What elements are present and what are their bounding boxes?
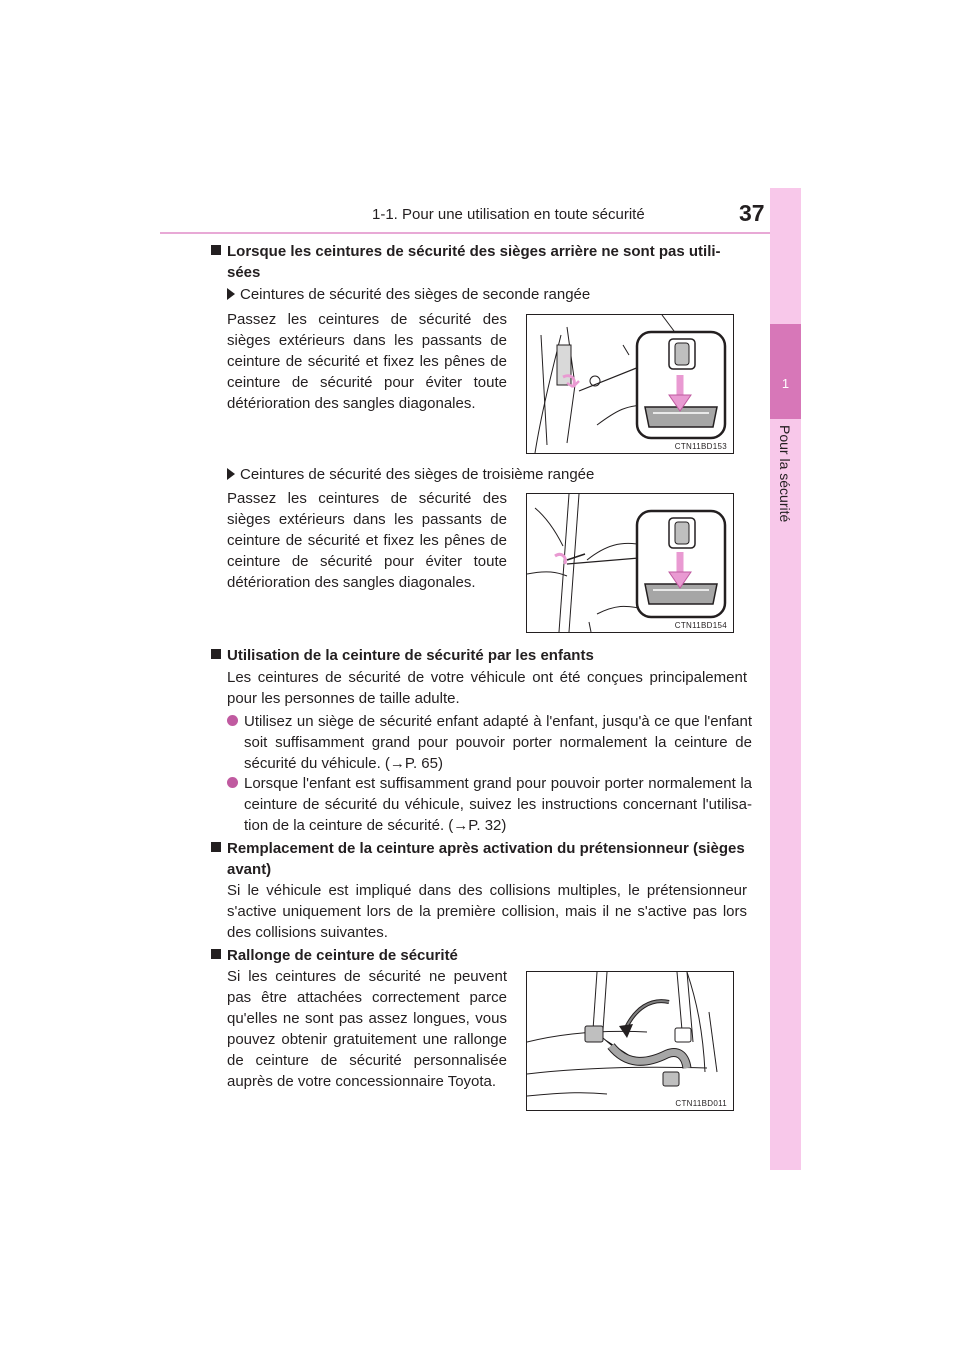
heading-text: Rallonge de ceinture de sécurité [227, 947, 458, 964]
subheading-text: Ceintures de sécurité des sièges de troisième rangée [240, 466, 595, 483]
list-item [227, 773, 752, 836]
triangle-bullet-icon [227, 468, 235, 480]
paragraph-children-intro: Les ceintures de sécurité de votre véhicule ont été conçues principalement pour les personnes de taille adulte. [227, 669, 747, 707]
heading-square-icon [211, 842, 221, 852]
illustration-third-row [527, 494, 733, 632]
figure-second-row-belt [526, 314, 734, 454]
subheading-text: Ceintures de sécurité des sièges de seconde rangée [240, 286, 591, 303]
bullet-dot-icon [227, 777, 238, 788]
heading-square-icon [211, 649, 221, 659]
chapter-number-tab [770, 324, 801, 419]
list-item [227, 711, 752, 774]
header-rule [160, 232, 800, 234]
subheading-third-row [227, 465, 594, 485]
paragraph-second-row: Passez les ceintures de sécurité des sièges extérieurs dans les passants de ceinture de sécurité et fixez les pênes de ceinture de sécurité pour éviter toute détérioration des sangles diagonales. [227, 311, 507, 412]
paragraph-extender: Si les ceintures de sécurité ne peuvent pas être attachées correctement parce qu'elles ne sont pas assez longues, vous pouvez obtenir gratuitement une rallonge de ceinture de sécurité personnalisée auprès de votre concessionnaire Toyota. [227, 968, 507, 1090]
heading-square-icon [211, 949, 221, 959]
heading-text-continued: sées [227, 264, 261, 281]
figure-code: CTN11BD011 [675, 1099, 727, 1108]
heading-pretensioner [211, 838, 751, 880]
triangle-bullet-icon [227, 288, 235, 300]
heading-rear-unused [211, 241, 751, 283]
heading-extender [211, 945, 751, 966]
figure-code: CTN11BD154 [674, 621, 727, 630]
subheading-second-row [227, 285, 590, 305]
bullet-dot-icon [227, 715, 238, 726]
figure-code: CTN11BD153 [674, 442, 727, 451]
page-number: 37 [739, 200, 765, 226]
figure-belt-extender [526, 971, 734, 1111]
heading-square-icon [211, 245, 221, 255]
list-item-text: Utilisez un siège de sécurité enfant adapté à l'enfant, jusqu'à ce que l'enfant soit suffisamment grand pour pouvoir porter normalement la ceinture de sécurité du véhicule. (→P. 65) [244, 713, 752, 772]
heading-text: Utilisation de la ceinture de sécurité par les enfants [227, 647, 594, 664]
figure-third-row-belt [526, 493, 734, 633]
paragraph-third-row: Passez les ceintures de sécurité des sièges extérieurs dans les passants de ceinture de sécurité et fixez les pênes de ceinture de sécurité pour éviter toute détérioration des sangles diagonales. [227, 490, 507, 591]
illustration-second-row [527, 315, 733, 453]
heading-text-continued: avant) [227, 861, 272, 878]
heading-children [211, 645, 751, 666]
chapter-label: Pour la sécurité [777, 425, 793, 523]
heading-text: Remplacement de la ceinture après activation du prétensionneur (sièges [227, 840, 745, 857]
chapter-number: 1 [781, 376, 790, 391]
illustration-extender [527, 972, 733, 1110]
paragraph-pretensioner: Si le véhicule est impliqué dans des collisions multiples, le prétensionneur s'active uniquement lors de la première collision, mais il ne s'active pas lors des collisions suivantes. [227, 882, 747, 941]
list-item-text: Lorsque l'enfant est suffisamment grand pour pouvoir porter normalement la ceinture de sécurité du véhicule, suivez les instructions concernant l'utilisa-tion de la ceinture de sécurité. (→P. 32) [244, 775, 752, 834]
header-section-title: 1-1. Pour une utilisation en toute sécurité [372, 206, 645, 223]
heading-text: Lorsque les ceintures de sécurité des sièges arrière ne sont pas utili- [227, 243, 721, 260]
